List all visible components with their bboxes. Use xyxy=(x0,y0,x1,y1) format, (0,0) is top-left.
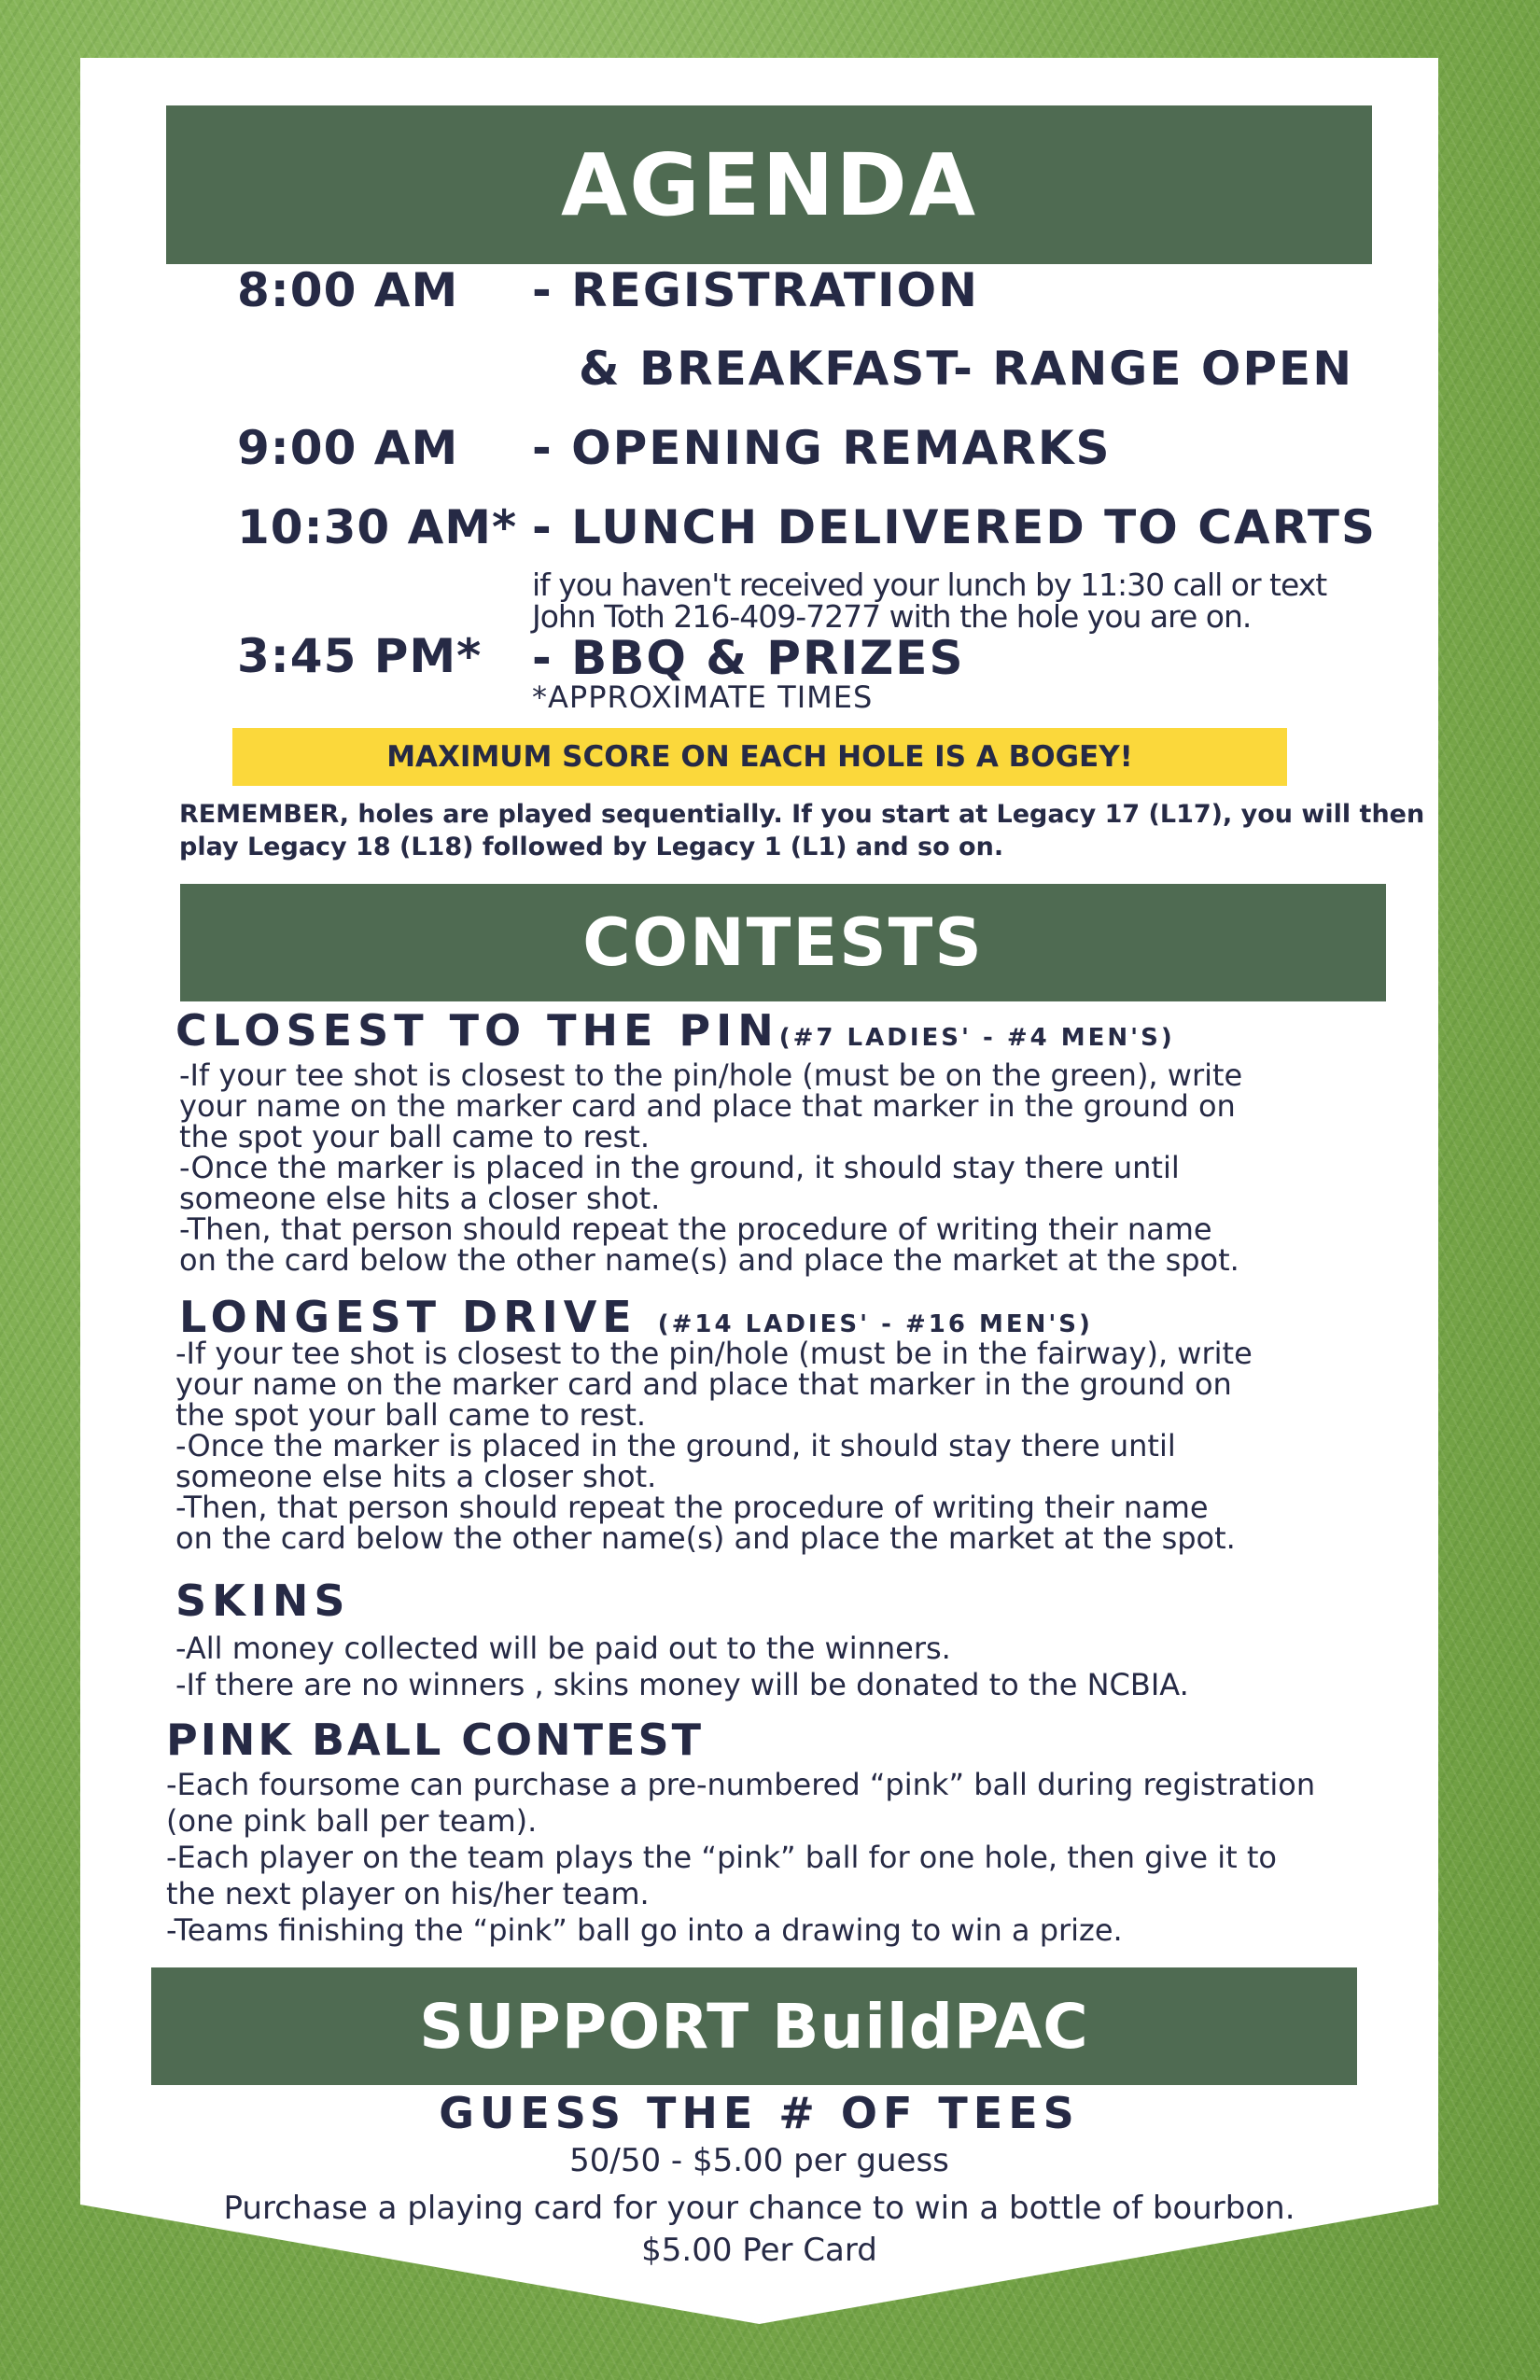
closest-line: the spot your ball came to rest. xyxy=(179,1119,651,1155)
support-banner xyxy=(151,1967,1357,2085)
longest-heading-text: LONGEST DRIVE xyxy=(179,1292,637,1342)
agenda-event-3: - OPENING REMARKS xyxy=(532,421,1112,475)
guess-tees-heading: GUESS THE # OF TEES xyxy=(439,2088,1080,2138)
pink-line: -Teams finishing the “pink” ball go into a drawing to win a prize. xyxy=(166,1912,1123,1948)
longest-rules xyxy=(175,1338,1389,1554)
bogey-notice xyxy=(232,728,1287,786)
remember-note xyxy=(179,798,1449,863)
pink-line: the next player on his/her team. xyxy=(166,1876,650,1911)
guess-price: 50/50 - $5.00 per guess xyxy=(569,2142,949,2179)
closest-to-pin-heading xyxy=(175,1005,1175,1056)
agenda-time-1: 8:00 AM xyxy=(237,263,459,317)
pink-ball-heading xyxy=(166,1715,704,1765)
longest-line: -Once the marker is placed in the ground, it should stay there until xyxy=(175,1428,1176,1463)
closest-rules xyxy=(179,1057,1393,1278)
remember-line-1: REMEMBER, holes are played sequentially. If you start at Legacy 17 (L17), you will then xyxy=(179,800,1425,829)
skins-line: -If there are no winners , skins money will be donated to the NCBIA. xyxy=(175,1667,1189,1702)
agenda-time-3: 9:00 AM xyxy=(237,421,459,475)
agenda-title: AGENDA xyxy=(560,134,978,235)
pink-line: (one pink ball per team). xyxy=(166,1803,538,1839)
longest-heading-sub: (#14 LADIES' - #16 MEN'S) xyxy=(657,1310,1093,1338)
closest-line: your name on the marker card and place that marker in the ground on xyxy=(179,1088,1236,1124)
longest-drive-heading xyxy=(179,1292,1093,1342)
longest-line: your name on the marker card and place that marker in the ground on xyxy=(175,1366,1232,1402)
agenda-event-5: - BBQ & PRIZES xyxy=(532,631,965,685)
card-price: $5.00 Per Card xyxy=(641,2232,877,2269)
closest-line: on the card below the other name(s) and place the market at the spot. xyxy=(179,1242,1239,1278)
pink-line: -Each player on the team plays the “pink” ball for one hole, then give it to xyxy=(166,1840,1277,1875)
skins-heading xyxy=(175,1575,351,1626)
longest-line: -If your tee shot is closest to the pin/hole (must be in the fairway), write xyxy=(175,1336,1253,1371)
bogey-notice-text: MAXIMUM SCORE ON EACH HOLE IS A BOGEY! xyxy=(386,740,1133,774)
lunch-note-line-2: John Toth 216-409-7277 with the hole you are on. xyxy=(532,598,1252,635)
agenda-event-4: - LUNCH DELIVERED TO CARTS xyxy=(532,500,1377,554)
contests-title: CONTESTS xyxy=(582,904,984,981)
skins-rules xyxy=(175,1631,1389,1703)
agenda-time-4: 10:30 AM* xyxy=(237,500,518,554)
skins-heading-text: SKINS xyxy=(175,1575,351,1626)
playing-card-offer: Purchase a playing card for your chance to win a bottle of bourbon. xyxy=(223,2190,1295,2227)
agenda-time-5: 3:45 PM* xyxy=(237,629,483,683)
closest-line: -Then, that person should repeat the procedure of writing their name xyxy=(179,1211,1212,1247)
closest-line: -If your tee shot is closest to the pin/hole (must be on the green), write xyxy=(179,1057,1243,1093)
longest-line: on the card below the other name(s) and place the market at the spot. xyxy=(175,1520,1236,1556)
pink-heading-text: PINK BALL CONTEST xyxy=(166,1715,704,1765)
skins-line: -All money collected will be paid out to the winners. xyxy=(175,1631,951,1666)
closest-line: -Once the marker is placed in the ground, it should stay there until xyxy=(179,1150,1180,1185)
pink-ball-rules xyxy=(166,1767,1379,1949)
agenda-banner xyxy=(166,105,1372,264)
contests-banner xyxy=(180,884,1386,1001)
support-title: SUPPORT BuildPAC xyxy=(419,1990,1089,2063)
longest-line: the spot your ball came to rest. xyxy=(175,1397,647,1433)
approximate-times-note: *APPROXIMATE TIMES xyxy=(532,679,874,715)
lunch-note xyxy=(532,569,1372,633)
closest-heading-text: CLOSEST TO THE PIN xyxy=(175,1005,779,1056)
remember-line-2: play Legacy 18 (L18) followed by Legacy 1 (L1) and so on. xyxy=(179,833,1004,861)
agenda-event-2: & BREAKFAST- RANGE OPEN xyxy=(579,342,1354,396)
pink-line: -Each foursome can purchase a pre-numbered “pink” ball during registration xyxy=(166,1767,1316,1802)
closest-line: someone else hits a closer shot. xyxy=(179,1181,661,1216)
longest-line: someone else hits a closer shot. xyxy=(175,1459,657,1494)
agenda-event-1: - REGISTRATION xyxy=(532,263,979,317)
closest-heading-sub: (#7 LADIES' - #4 MEN'S) xyxy=(778,1024,1175,1052)
lunch-note-line-1: if you haven't received your lunch by 11:30 call or text xyxy=(532,567,1327,603)
longest-line: -Then, that person should repeat the procedure of writing their name xyxy=(175,1490,1209,1525)
